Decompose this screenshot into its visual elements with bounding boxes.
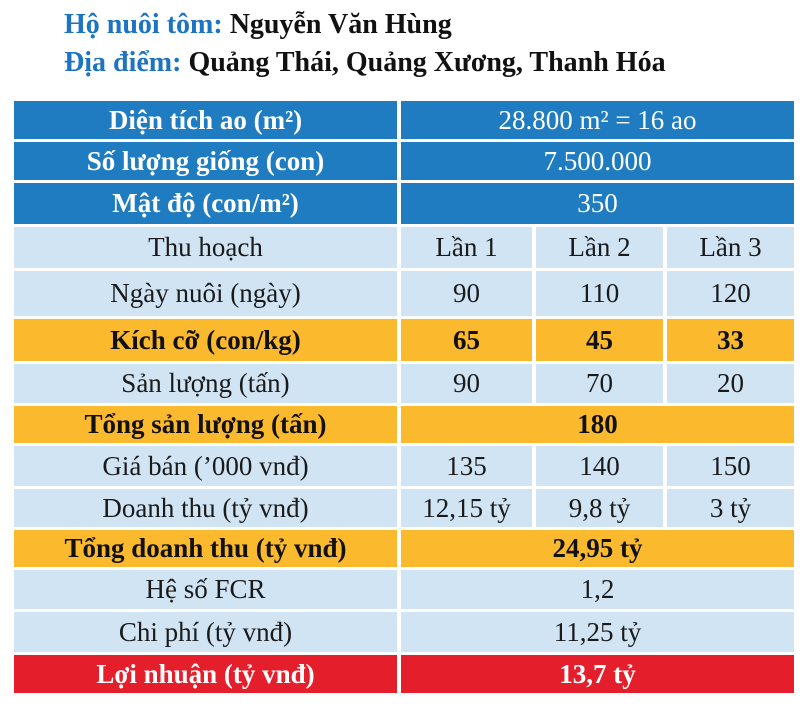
fcr-value: 1,2: [401, 570, 794, 609]
table-header: [64, 6, 666, 82]
profit-label: Lợi nhuận (tỷ vnđ): [14, 655, 397, 693]
price-1: 135: [401, 446, 532, 486]
total-revenue-label: Tổng doanh thu (tỷ vnđ): [14, 530, 397, 567]
harvest-1: Lần 1: [401, 227, 532, 268]
farmer-name: Nguyễn Văn Hùng: [229, 9, 452, 40]
harvest-label: Thu hoạch: [14, 227, 397, 268]
price-3: 150: [667, 446, 794, 486]
output-1: 90: [401, 364, 532, 403]
farmer-line: [64, 6, 666, 44]
size-label: Kích cỡ (con/kg): [14, 319, 397, 361]
days-2: 110: [536, 271, 663, 316]
days-1: 90: [401, 271, 532, 316]
harvest-3: Lần 3: [667, 227, 794, 268]
location-line: [64, 44, 666, 82]
output-3: 20: [667, 364, 794, 403]
price-2: 140: [536, 446, 663, 486]
output-2: 70: [536, 364, 663, 403]
size-1: 65: [401, 319, 532, 361]
cost-label: Chi phí (tỷ vnđ): [14, 612, 397, 652]
revenue-2: 9,8 tỷ: [536, 489, 663, 527]
size-3: 33: [667, 319, 794, 361]
harvest-2: Lần 2: [536, 227, 663, 268]
density-label: Mật độ (con/m²): [14, 183, 397, 224]
density-value: 350: [401, 183, 794, 224]
pond-area-label: Diện tích ao (m²): [14, 101, 397, 139]
fcr-label: Hệ số FCR: [14, 570, 397, 609]
revenue-3: 3 tỷ: [667, 489, 794, 527]
pond-area-value: 28.800 m² = 16 ao: [401, 101, 794, 139]
revenue-label: Doanh thu (tỷ vnđ): [14, 489, 397, 527]
price-label: Giá bán (’000 vnđ): [14, 446, 397, 486]
profit-value: 13,7 tỷ: [401, 655, 794, 693]
total-output-label: Tổng sản lượng (tấn): [14, 406, 397, 443]
cost-value: 11,25 tỷ: [401, 612, 794, 652]
revenue-1: 12,15 tỷ: [401, 489, 532, 527]
size-2: 45: [536, 319, 663, 361]
farmer-label: Hộ nuôi tôm:: [64, 9, 223, 40]
location-value: Quảng Thái, Quảng Xương, Thanh Hóa: [188, 47, 666, 78]
seed-count-label: Số lượng giống (con): [14, 142, 397, 180]
days-3: 120: [667, 271, 794, 316]
total-output-value: 180: [401, 406, 794, 443]
location-label: Địa điểm:: [64, 47, 182, 78]
total-revenue-value: 24,95 tỷ: [401, 530, 794, 567]
output-label: Sản lượng (tấn): [14, 364, 397, 403]
days-label: Ngày nuôi (ngày): [14, 271, 397, 316]
seed-count-value: 7.500.000: [401, 142, 794, 180]
